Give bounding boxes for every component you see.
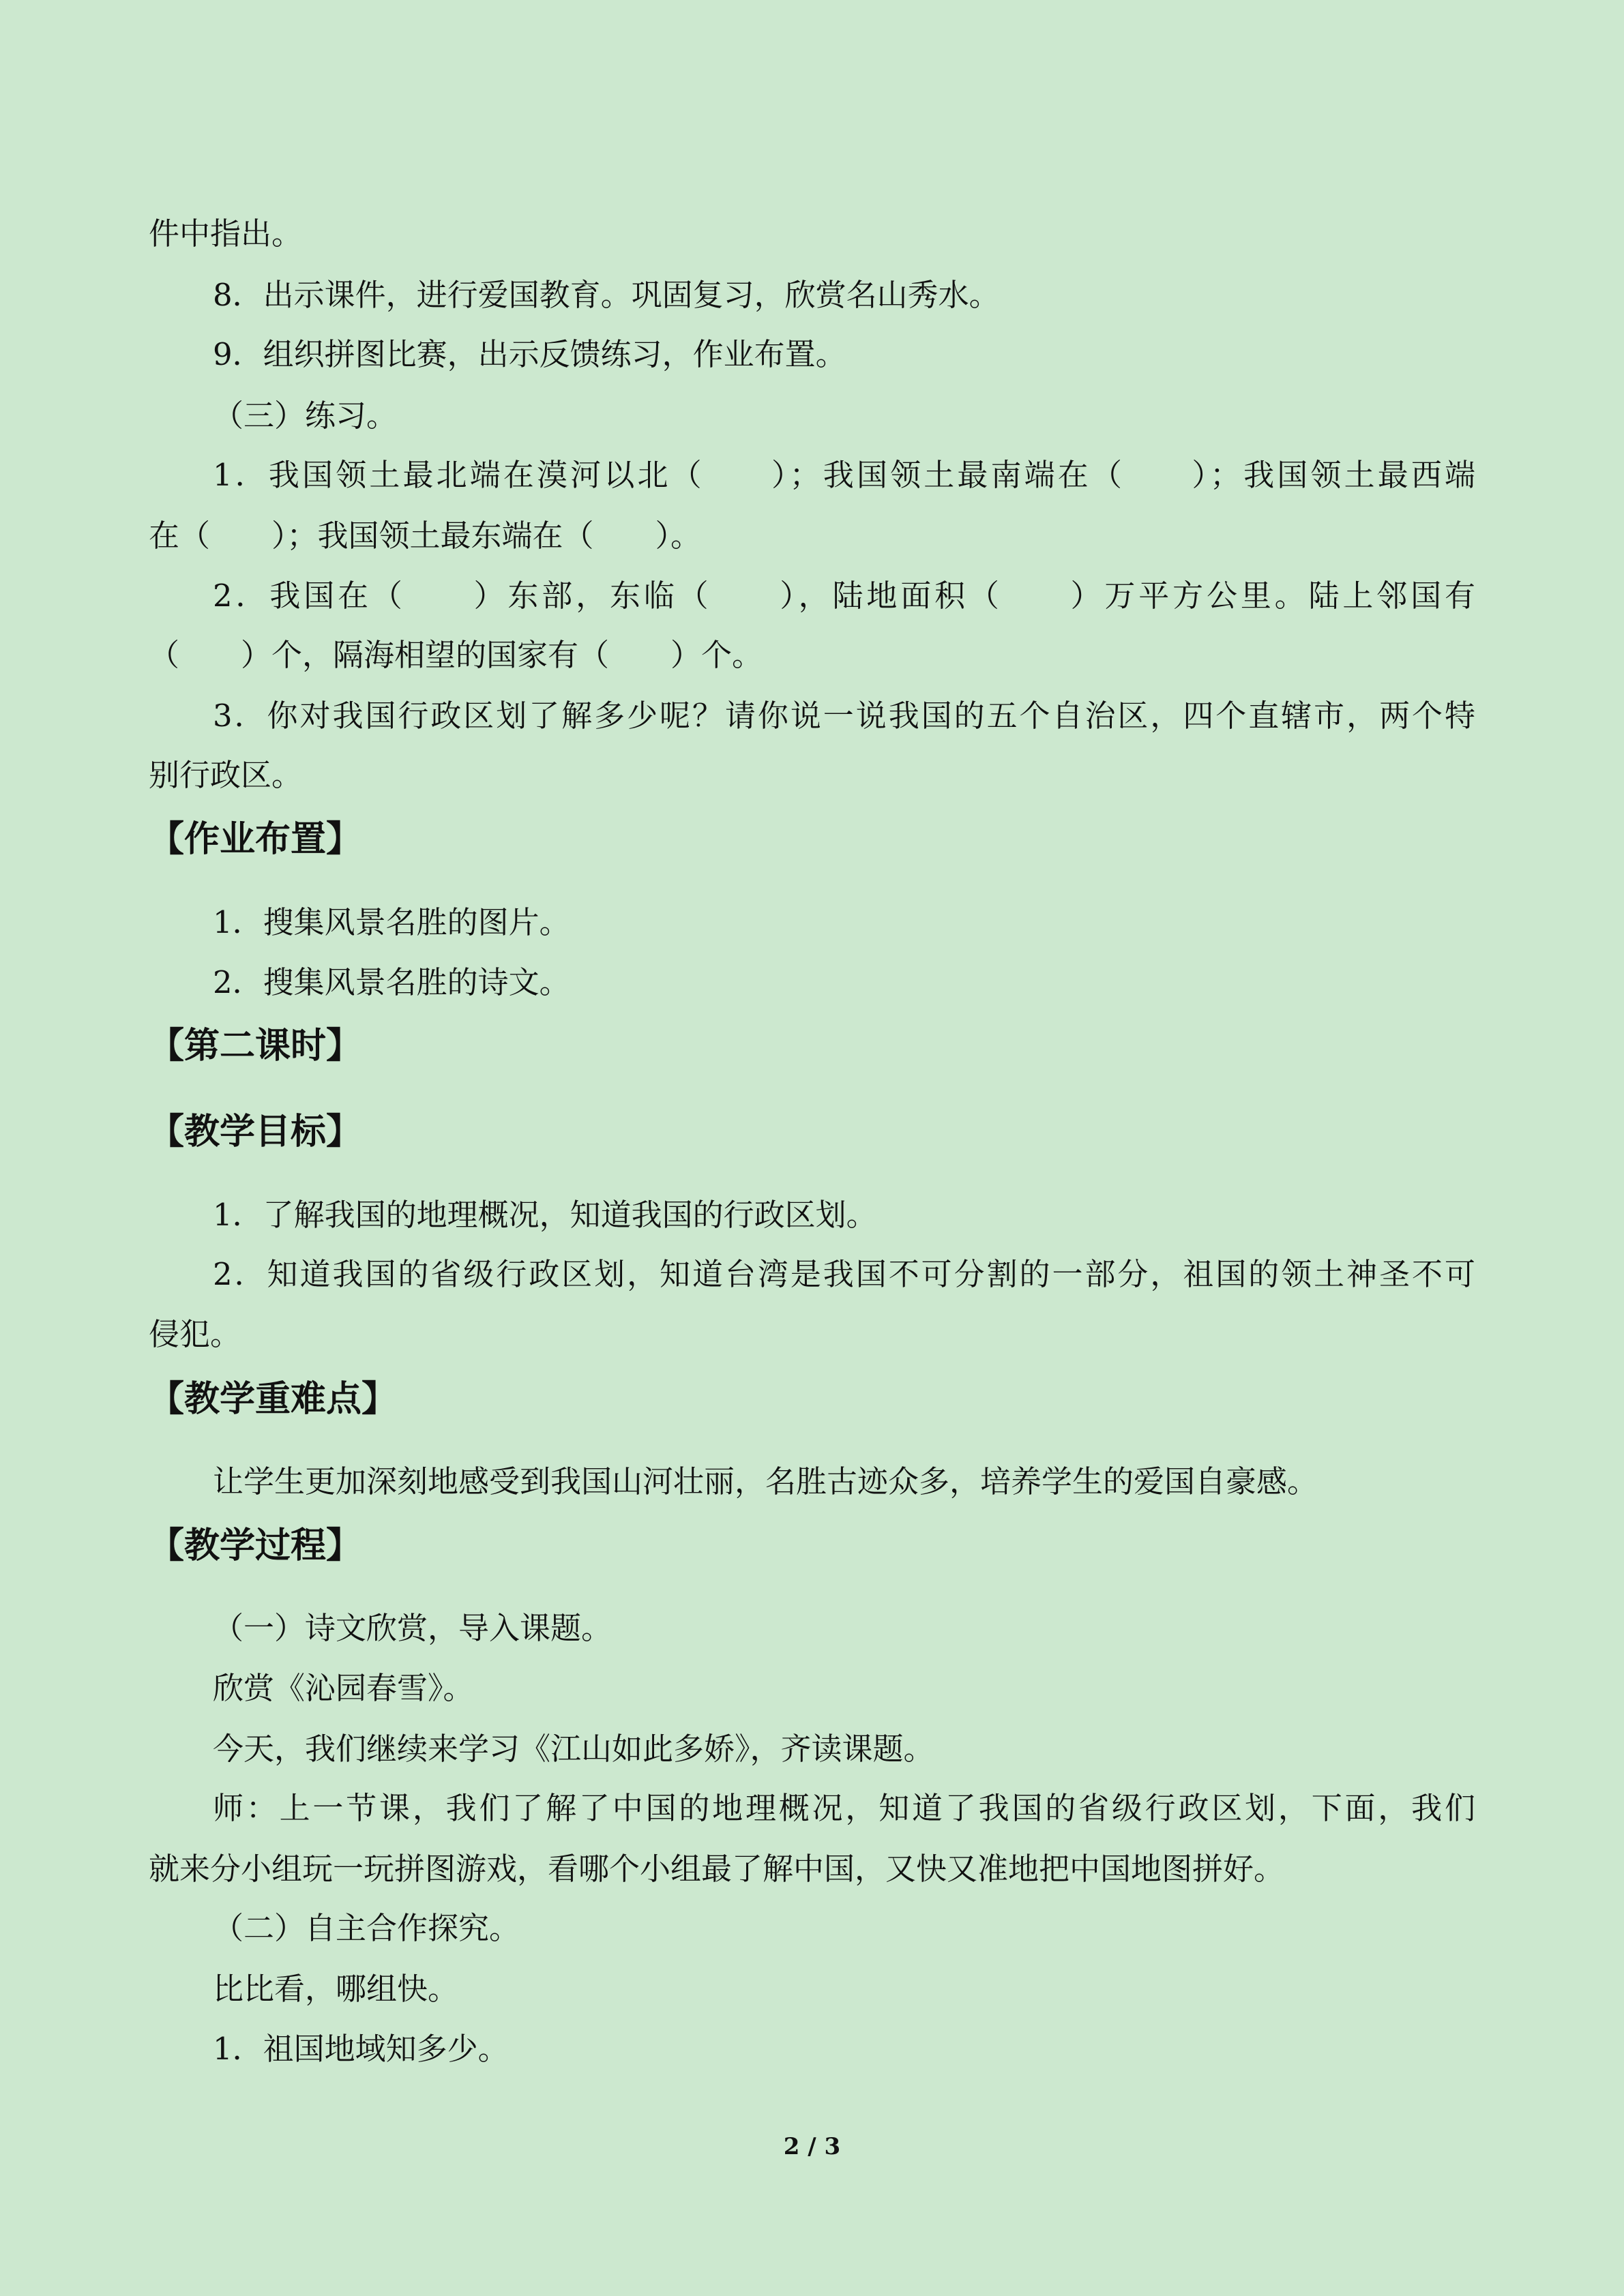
paragraph-line: 在（ ）；我国领土最东端在（ ）。 [149,518,702,554]
list-item: 1．了解我国的地理概况，知道我国的行政区划。 [213,1197,877,1233]
exercise-item: 3．你对我国行政区划了解多少呢？请你说一说我国的五个自治区，四个直辖市，两个特 [213,698,1475,734]
paragraph-line: 比比看，哪组快。 [213,1971,459,2007]
paragraph-line: 今天，我们继续来学习《江山如此多娇》，齐读课题。 [213,1731,934,1767]
section-heading: 【教学过程】 [149,1525,362,1566]
paragraph-line: 侵犯。 [149,1316,241,1352]
section-heading: 【第二课时】 [149,1026,362,1067]
paragraph-line: 欣赏《沁园春雪》。 [213,1670,474,1706]
list-item: 1．搜集风景名胜的图片。 [213,904,570,940]
list-item: 2．搜集风景名胜的诗文。 [213,964,570,1000]
paragraph-line: （二）自主合作探究。 [213,1910,520,1946]
paragraph-line: （一）诗文欣赏，导入课题。 [213,1610,612,1646]
paragraph-line: （三）练习。 [213,398,398,434]
section-heading: 【教学重难点】 [149,1379,398,1420]
list-item: 1．祖国地域知多少。 [213,2031,509,2067]
paragraph-line: 件中指出。 [149,215,303,252]
paragraph-line: 8．出示课件，进行爱国教育。巩固复习，欣赏名山秀水。 [213,277,1000,313]
section-heading: 【教学目标】 [149,1112,362,1152]
paragraph-line: （ ）个，隔海相望的国家有（ ）个。 [149,637,763,673]
page-number: 2 / 3 [783,2133,841,2160]
exercise-item: 2．我国在（ ）东部，东临（ ），陆地面积（ ）万平方公里。陆上邻国有 [213,578,1475,614]
paragraph-line: 师：上一节课，我们了解了中国的地理概况，知道了我国的省级行政区划，下面，我们 [213,1790,1475,1826]
paragraph-line: 就来分小组玩一玩拼图游戏，看哪个小组最了解中国，又快又准地把中国地图拼好。 [149,1851,1285,1887]
exercise-item: 1．我国领土最北端在漠河以北（ ）；我国领土最南端在（ ）；我国领土最西端 [213,457,1475,493]
paragraph-line: 别行政区。 [149,757,303,793]
section-heading: 【作业布置】 [149,819,362,860]
paragraph-line: 9．组织拼图比赛，出示反馈练习，作业布置。 [213,336,846,372]
list-item: 2．知道我国的省级行政区划，知道台湾是我国不可分割的一部分，祖国的领土神圣不可 [213,1256,1475,1292]
paragraph-line: 让学生更加深刻地感受到我国山河壮丽，名胜古迹众多，培养学生的爱国自豪感。 [213,1463,1318,1500]
